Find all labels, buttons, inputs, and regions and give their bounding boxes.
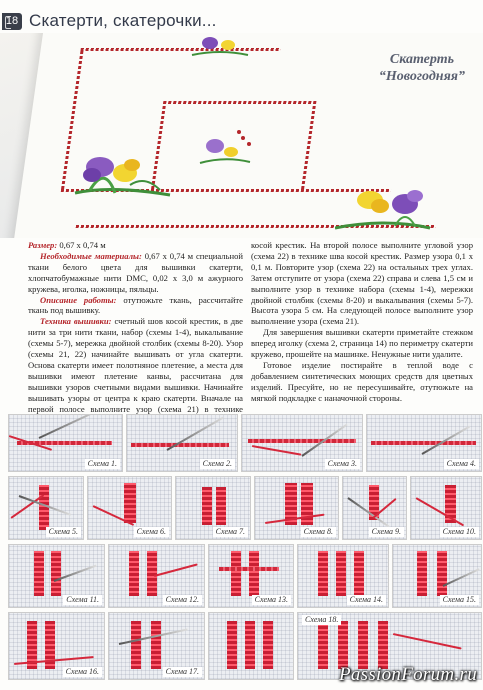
scheme-figure xyxy=(126,414,238,472)
scheme-label: Схема 16. xyxy=(63,667,102,677)
scheme-label: Схема 2. xyxy=(200,459,235,469)
scheme-figure xyxy=(8,476,84,540)
scheme-figure xyxy=(254,476,339,540)
scheme-figure xyxy=(208,544,294,608)
materials-text: 0,67 х 0,74 м специальной ткани белого цвета для вышивки скатерти, хлопчатобумажные нити DMC, 0,02 х 3,0 м ажурного кружева, иголка, ножницы, пяльцы. xyxy=(28,250,243,294)
article-right-column xyxy=(251,240,473,404)
scheme-figure xyxy=(366,414,482,472)
right-paragraph-2: Для завершения вышивки скатерти приметайте стежком вперед иголку (схема 2, страница 14) по периметру скатерти кружево, прошейте на машинке. Ненужные нити удалите. xyxy=(251,327,473,360)
technique-label: Техника вышивки: xyxy=(40,316,112,327)
description-text: отутюжьте ткань, рассчитайте ткань под вышивку. xyxy=(28,294,243,316)
technique-paragraph xyxy=(28,316,243,425)
scheme-label: Схема 10. xyxy=(440,527,479,537)
flower-motif-top xyxy=(190,33,250,58)
scheme-figure xyxy=(8,612,105,680)
scheme-label: Схема 14. xyxy=(347,595,386,605)
scheme-label: Схема 9. xyxy=(369,527,404,537)
page-header xyxy=(0,10,483,32)
section-title: Скатерти, скатерочки... xyxy=(29,11,217,30)
crocus-motif-left xyxy=(70,145,180,200)
scheme-figure xyxy=(297,544,389,608)
article-left-column xyxy=(28,240,243,425)
scheme-label: Схема 17. xyxy=(163,667,202,677)
scheme-label: Схема 1. xyxy=(85,459,120,469)
scheme-label: Схема 3. xyxy=(325,459,360,469)
tablecloth-photo xyxy=(0,33,483,238)
watermark: PassionForum.ru xyxy=(338,664,477,685)
photo-caption xyxy=(379,51,465,85)
scheme-label: Схема 11. xyxy=(63,595,102,605)
scheme-label: Схема 6. xyxy=(134,527,169,537)
size-label: Размер: xyxy=(28,240,58,250)
technique-text: счетный шов косой крестик, в две нити за три нити ткани, набор (схемы 1-4), выкалывание (схемы 5-7), мережка двойной столбик (схемы 8-20). Узор (схемы 21, 22) начинайте вышивать от угла скатерти. Основа скатерти имеет полотняное плетение, а места для вышивки имеют плетение канвы, рассчитана для вышивки узоров счетными видами вышивки. Начинайте вышивать узоры от центра к краю скатерти. Вначале на первой полосе выполните узор (схема 21) в технике xyxy=(28,316,243,414)
scheme-label: Схема 12. xyxy=(163,595,202,605)
scheme-label: Схема 8. xyxy=(301,527,336,537)
right-paragraph-3: Готовое изделие постирайте в теплой воде с добавлением синтетических моющих средств для цветных изделий. Пресуйте, но не пересушивайте, отутюжьте на мягкой подкладке с наначочной стороны. xyxy=(251,359,473,403)
scheme-label: Схема 7. xyxy=(213,527,248,537)
scheme-figure xyxy=(108,612,205,680)
scheme-label: Схема 13. xyxy=(252,595,291,605)
scheme-label: Схема 18. xyxy=(302,615,341,625)
page-number: 18 xyxy=(2,13,22,30)
scheme-figure xyxy=(410,476,482,540)
scheme-figure xyxy=(8,414,123,472)
right-paragraph-1: косой крестик. На второй полосе выполните угловой узор (схема 22) в технике шва косой крестик. Размер узора 0,1 х 0,1 м. Повторите узор (схема 22) на остальных трех углах. Затем отступите от узора (схема 22) справа и слева 1,5 см и выполните узор в технике набора (схемы 1-4), мережки двойной столбик (схемы 8-20) и выкалывания (схемы 5-7). Высота узора 5 см. На следующей полосе выполните узор выполнение узора (схема 21). xyxy=(251,240,473,327)
scheme-figure xyxy=(108,544,205,608)
scheme-figure xyxy=(392,544,482,608)
scheme-figure xyxy=(342,476,407,540)
scheme-label: Схема 4. xyxy=(444,459,479,469)
scheme-label: Схема 5. xyxy=(46,527,81,537)
crocus-motif-right xyxy=(335,178,435,233)
size-value: 0,67 х 0,74 м xyxy=(57,240,106,250)
crocus-motif-center xyxy=(195,128,255,168)
scheme-figure xyxy=(8,544,105,608)
schemes-grid xyxy=(8,414,480,684)
description-label: Описание работы: xyxy=(40,294,117,305)
scheme-figure xyxy=(175,476,251,540)
caption-line-1: Скатерть xyxy=(389,52,454,67)
scheme-figure xyxy=(241,414,363,472)
scheme-figure xyxy=(87,476,172,540)
scheme-figure xyxy=(208,612,294,680)
materials-paragraph xyxy=(28,251,243,295)
caption-line-2: “Новогодняя” xyxy=(378,69,465,84)
description-paragraph xyxy=(28,295,243,317)
scheme-label: Схема 15. xyxy=(440,595,479,605)
materials-label: Необходимые материалы: xyxy=(40,250,142,261)
size-paragraph xyxy=(28,240,243,251)
